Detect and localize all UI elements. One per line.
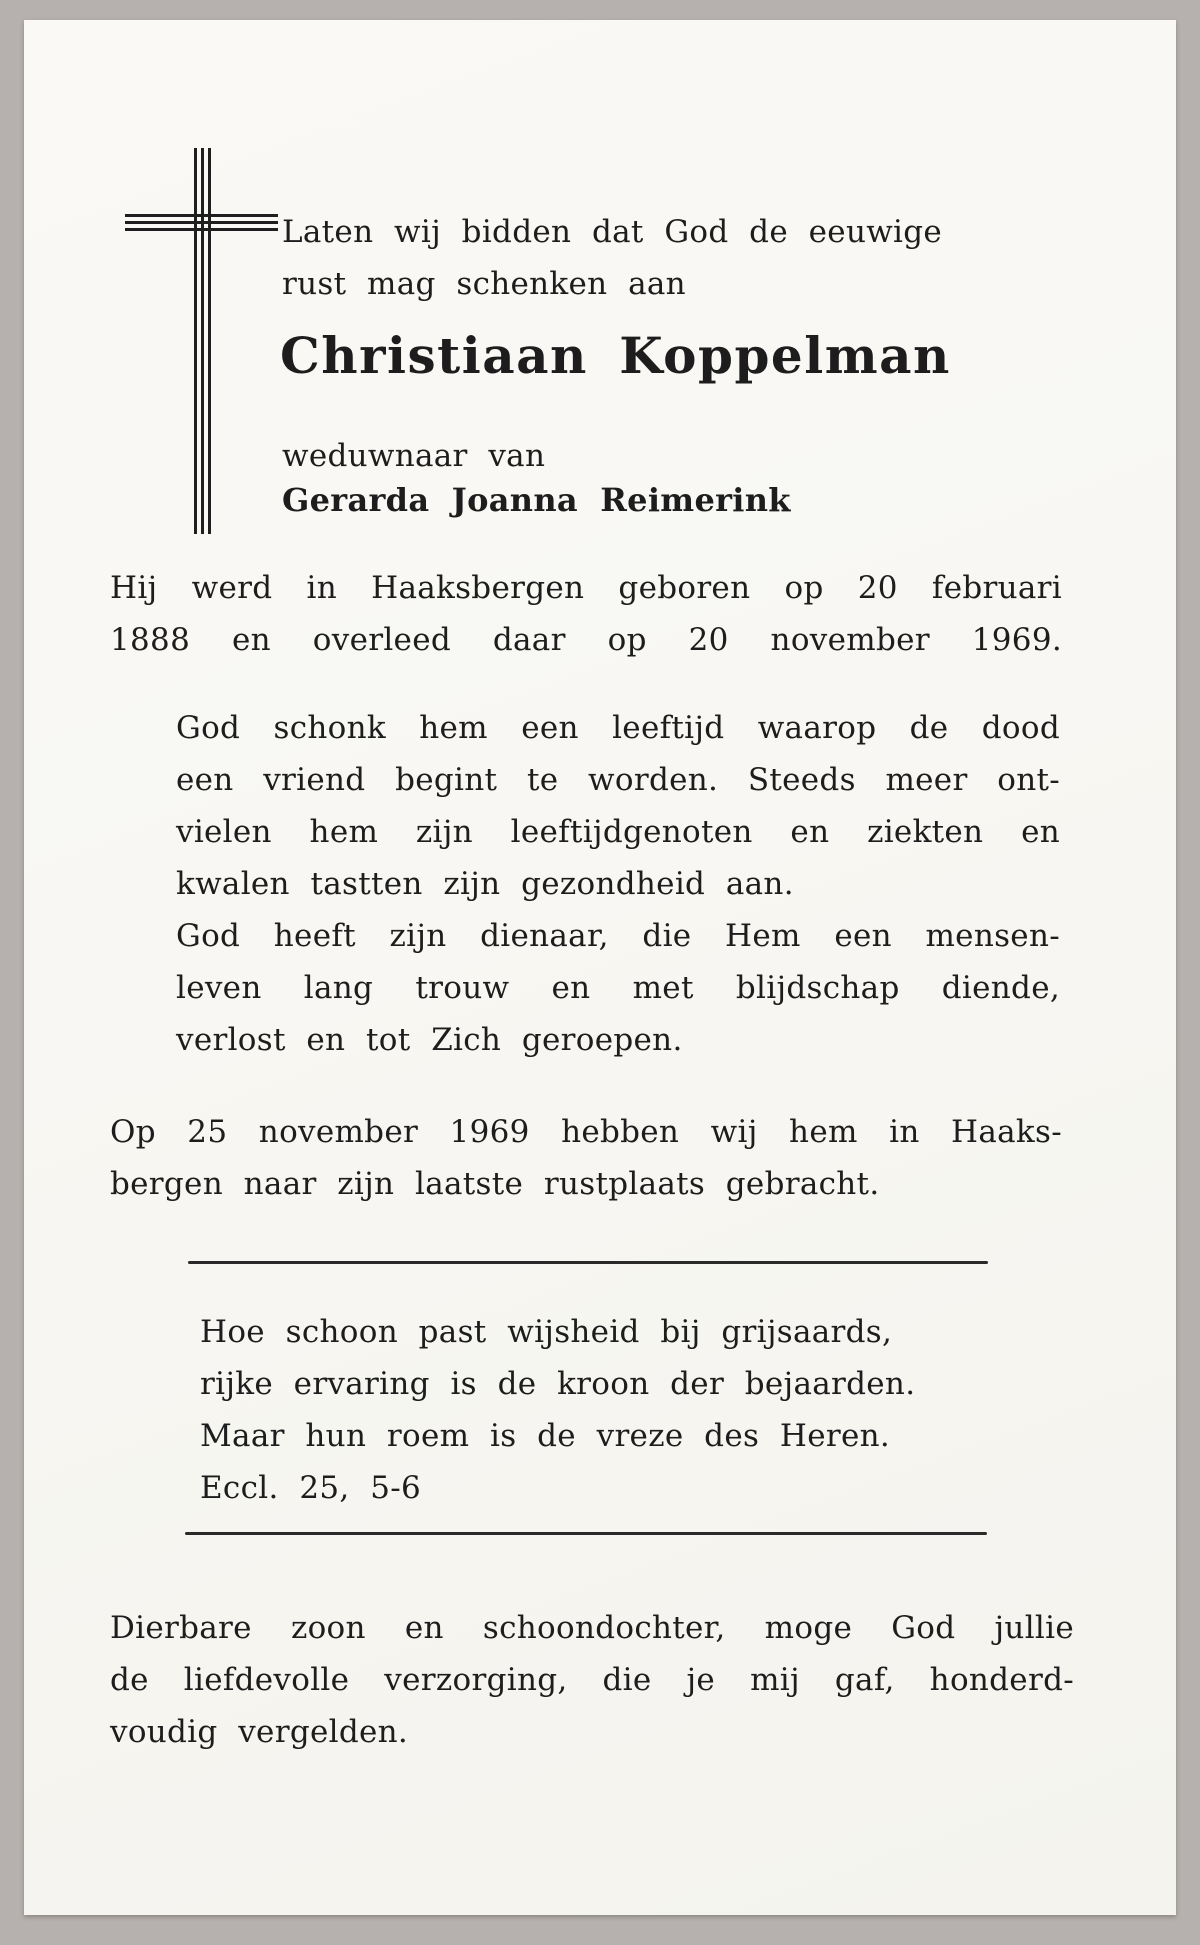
- memorial-card-paper: [24, 20, 1176, 1915]
- relation-label: weduwnaar van: [282, 438, 546, 474]
- scripture-reference: Eccl. 25, 5-6: [200, 1470, 422, 1506]
- reflection-paragraph: [176, 702, 1060, 1066]
- quote-line: Maar hun roem is de vreze des Heren.: [200, 1418, 891, 1454]
- paragraph-line: Dierbare zoon en schoondochter, moge God jullie: [110, 1610, 1074, 1646]
- birth-death-paragraph: [110, 562, 1062, 666]
- paragraph-line: Hij werd in Haaksbergen geboren op 20 februari: [110, 570, 1062, 606]
- quote-line: Hoe schoon past wijsheid bij grijsaards,: [200, 1314, 893, 1350]
- divider-bottom: [185, 1532, 987, 1535]
- paragraph-line: God schonk hem een leeftijd waarop de dood: [176, 710, 1060, 746]
- quote-line: rijke ervaring is de kroon der bejaarden.: [200, 1366, 916, 1402]
- scripture-quote: [200, 1306, 1010, 1514]
- paragraph-line: kwalen tastten zijn gezondheid aan.: [176, 866, 794, 902]
- intro-line: Laten wij bidden dat God de eeuwige: [282, 214, 943, 250]
- intro-line: rust mag schenken aan: [282, 266, 686, 302]
- spouse-name: Gerarda Joanna Reimerink: [282, 481, 791, 519]
- farewell-paragraph: [110, 1602, 1074, 1758]
- intro-prayer: [282, 206, 943, 310]
- paragraph-line: voudig vergelden.: [110, 1714, 409, 1750]
- paragraph-line: verlost en tot Zich geroepen.: [176, 1022, 683, 1058]
- cross-icon: [194, 148, 211, 534]
- paragraph-line: de liefdevolle verzorging, die je mij gaf, honderd-: [110, 1662, 1074, 1698]
- paragraph-line: bergen naar zijn laatste rustplaats gebracht.: [110, 1166, 880, 1202]
- paragraph-line: Op 25 november 1969 hebben wij hem in Haaks-: [110, 1114, 1062, 1150]
- deceased-name: Christiaan Koppelman: [280, 326, 951, 385]
- divider-top: [188, 1261, 988, 1264]
- cross-icon-arm: [125, 214, 278, 231]
- paragraph-line: vielen hem zijn leeftijdgenoten en ziekten en: [176, 814, 1060, 850]
- burial-paragraph: [110, 1106, 1062, 1210]
- paragraph-line: 1888 en overleed daar op 20 november 1969.: [110, 622, 1062, 658]
- paragraph-line: God heeft zijn dienaar, die Hem een mensen-: [176, 918, 1060, 954]
- paragraph-line: een vriend begint te worden. Steeds meer ont-: [176, 762, 1060, 798]
- paragraph-line: leven lang trouw en met blijdschap diende,: [176, 970, 1060, 1006]
